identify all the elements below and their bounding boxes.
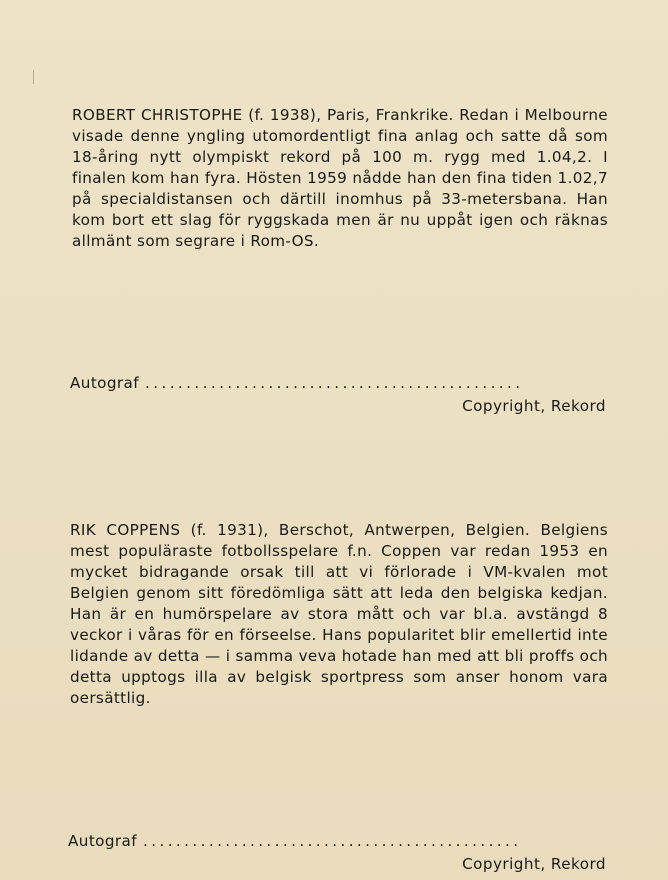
autograph-label: Autograf <box>68 832 138 850</box>
scan-mark <box>33 70 34 84</box>
autograph-line-1 <box>70 374 606 392</box>
autograph-dotted-line: .............................................. <box>143 832 522 850</box>
autograph-dotted-line: .............................................. <box>145 374 524 392</box>
bio-robert-christophe: ROBERT CHRISTOPHE (f. 1938), Paris, Frankrike. Redan i Melbourne visade denne yngling utomordentligt fina anlag och satte då som 18-åring nytt olympiskt rekord på 100 m. rygg med 1.04,2. I finalen kom han fyra. Hösten 1959 nådde han den fina tiden 1.02,7 på specialdistansen och därtill inomhus på 33-metersbana. Han kom bort ett slag för ryggskada men är nu uppåt igen och räknas allmänt som segrare i Rom-OS. <box>72 106 608 250</box>
autograph-line-2 <box>68 832 606 850</box>
autograph-label: Autograf <box>70 374 140 392</box>
copyright-notice: Copyright, Rekord <box>462 855 606 873</box>
copyright-notice: Copyright, Rekord <box>462 397 606 415</box>
bio-rik-coppens: RIK COPPENS (f. 1931), Berschot, Antwerpen, Belgien. Belgiens mest populäraste fotbollsspelare f.n. Coppen var redan 1953 en mycket bidragande orsak till att vi förlorade i VM-kvalen mot Belgien genom sitt föredömliga sätt att leda den belgiska kedjan. Han är en humörspelare av stora mått och var bl.a. avstängd 8 veckor i våras för en förseelse. Hans popularitet blir emellertid inte lidande av detta — i samma veva hotade han med att bli proffs och detta upptogs illa av belgisk sportpress som anser honom vara oersättlig. <box>70 521 608 707</box>
